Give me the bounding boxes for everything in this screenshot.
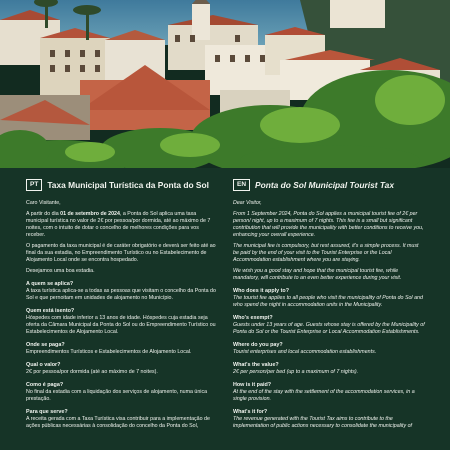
pt-faq-question: Quem está isento? [26, 308, 75, 314]
pt-header [26, 179, 218, 191]
pt-faq-question: Para que serve? [26, 409, 68, 415]
en-wish: We wish you a good stay and hope that the municipal tourist fee, while mandatory, will contribute to an even better experience during your visit. [233, 268, 402, 281]
en-faq-answer: The tourist fee applies to all people who visit the municipality of Ponta do Sol and who spend the night in accommodation units in the Municipality. [233, 295, 423, 308]
pt-faq-question: Onde se paga? [26, 342, 65, 348]
pt-faq-answer: Hóspedes com idade inferior a 13 anos de idade. Hóspedes cuja estadia seja oferta da Câmara Municipal da Ponta do Sol ou do Empreendimento Turístico ou Estabelecimentos de Alojamento Local. [26, 315, 216, 335]
pt-faq-answer: No final da estadia com a liquidação dos serviços de alojamento, numa única prestação. [26, 389, 208, 402]
en-faq-question: What's it for? [233, 409, 268, 415]
pt-wish: Desejamos uma boa estadia. [26, 268, 95, 274]
pt-faq-question: Qual o valor? [26, 362, 61, 368]
pt-title: Taxa Municipal Turística da Ponta do Sol [47, 180, 209, 190]
en-faq-question: Who's exempt? [233, 315, 273, 321]
english-column [233, 179, 425, 430]
pt-faq-answer: 2€ por pessoa/por dormida (até ao máximo de 7 noites). [26, 369, 158, 375]
pt-start-date: 01 de setembro de 2024 [60, 211, 120, 217]
pt-faq-question: Como é paga? [26, 382, 64, 388]
en-payment-text: The municipal fee is compulsory, but rest assured, it's a simple process. It must be paid by the end of your visit to the Tourist Enterprise or the Local Accommodation establishment where you are staying. [233, 243, 419, 263]
portuguese-column [26, 179, 218, 430]
en-faq-question: Where do you pay? [233, 342, 283, 348]
en-faq-answer: Guests under 13 years of age. Guests whose stay is offered by the Municipality of Ponta do Sol or the Tourist Enterprise or Local Accommodation Establishments. [233, 322, 425, 335]
pt-faq-answer: Empreendimentos Turísticos e Estabelecimentos de Alojamento Local. [26, 349, 192, 355]
en-intro: From 1 September 2024, Ponta do Sol applies a municipal tourist fee of 2€ per person/ night, up to a maximum of 7 nights. This fee is a small but significant contribution that will provide the municipality with better conditions to receive you, enhancing your overall experience. [233, 211, 424, 238]
pt-faq-answer: A taxa turística aplica-se a todas as pessoas que visitam o concelho da Ponta do Sol e que pernoitam em unidades de alojamento no Município. [26, 288, 216, 301]
town-photo [0, 0, 450, 168]
en-faq-question: What's the value? [233, 362, 279, 368]
en-faq-answer: 2€ per person/per bed (up to a maximum of 7 nights). [233, 369, 359, 375]
en-header [233, 179, 425, 191]
info-panel [0, 168, 450, 450]
pt-payment-text: O pagamento da taxa municipal é de caráter obrigatório e deverá ser feito até ao final da sua estadia, no Empreendimento Turístico ou no Estabelecimento de Alojamento Local onde se encontra hospedado. [26, 243, 216, 263]
en-language-tag: EN [233, 179, 250, 191]
pt-faq [26, 281, 218, 430]
en-faq-question: Who does it apply to? [233, 288, 289, 294]
en-faq-answer: The revenue generated with the Tourist Tax aims to contribute to the implementation of public actions necessary to consolidate the municipality of [233, 416, 413, 429]
en-faq-question: How is it paid? [233, 382, 272, 388]
pt-greeting: Caro Visitante, [26, 200, 61, 206]
pt-intro: A partir do dia 01 de setembro de 2024, a Ponta do Sol aplica uma taxa municipal turística no valor de 2€ por pessoa/por dormida, até ao máximo de 7 noites, com o intuito de dotar o concelho de melhores condições para vos receber. [26, 211, 211, 238]
en-faq-answer: At the end of the stay with the settlement of the accommodation services, in a single provision. [233, 389, 415, 402]
en-faq-answer: Tourist enterprises and local accommodation establishments. [233, 349, 377, 355]
en-title: Ponta do Sol Municipal Tourist Tax [255, 180, 394, 190]
en-greeting: Dear Visitor, [233, 200, 262, 206]
pt-faq-question: A quem se aplica? [26, 281, 74, 287]
en-faq [233, 288, 425, 430]
pt-faq-answer: A receita gerada com a Taxa Turística visa contribuir para a implementação de ações públicas necessárias à consolidação do concelho da Ponta do Sol, [26, 416, 210, 429]
pt-language-tag: PT [26, 179, 42, 191]
